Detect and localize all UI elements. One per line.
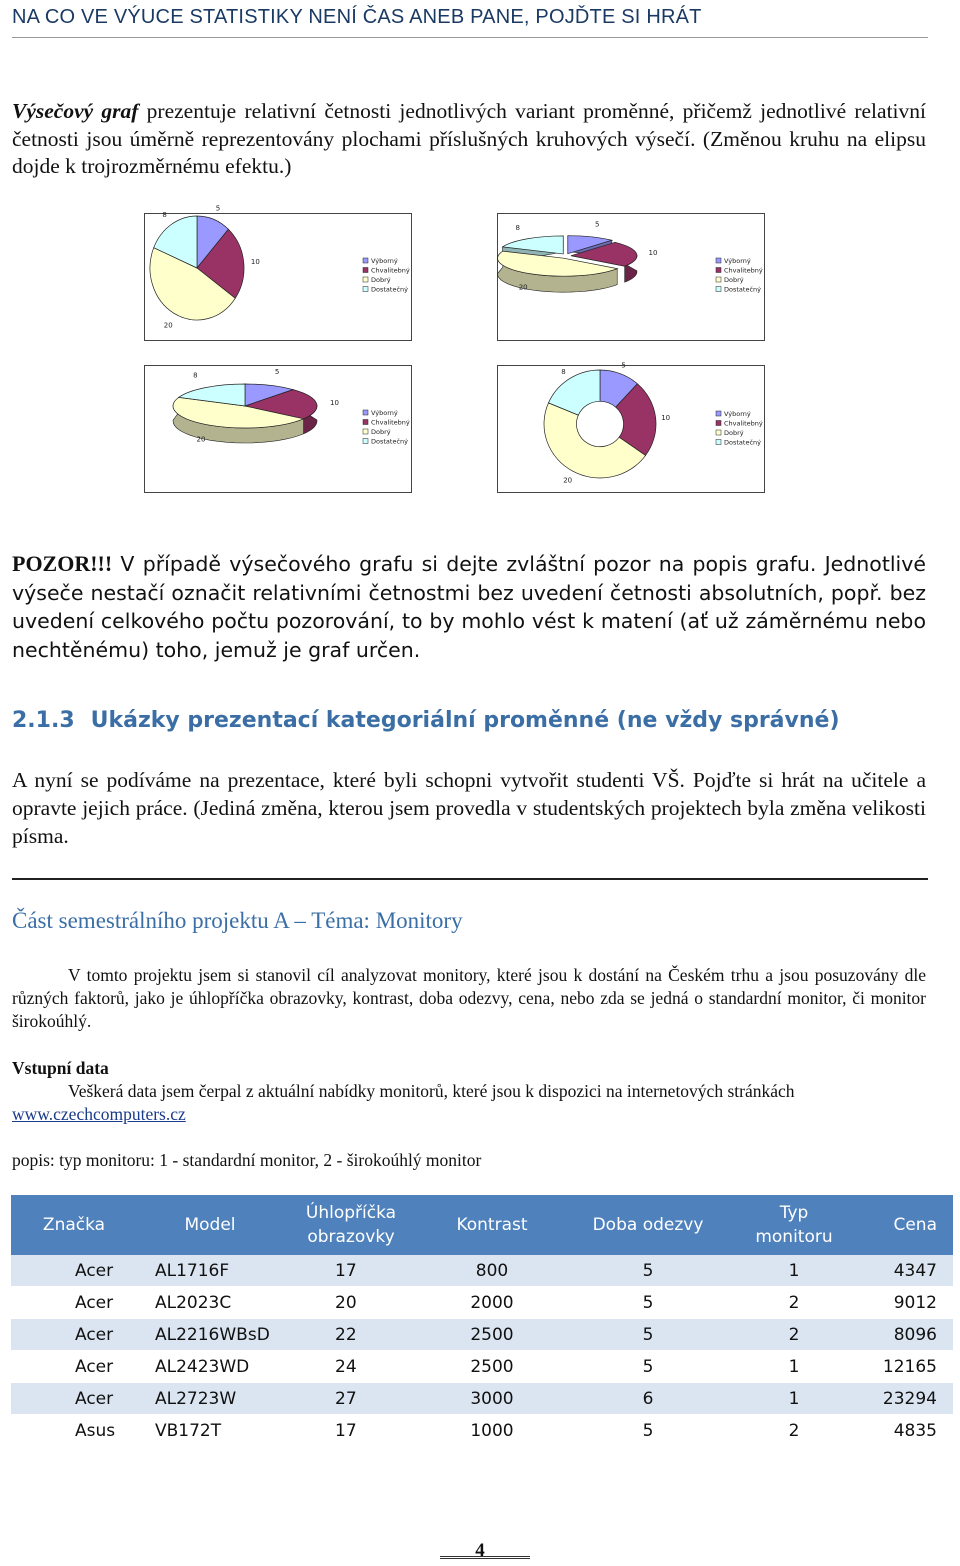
input-data-heading: Vstupní data	[12, 1058, 109, 1078]
table-cell: 2000	[419, 1287, 565, 1319]
col-header-model: Model	[137, 1195, 283, 1255]
table-cell: 17	[283, 1255, 419, 1287]
table-cell: AL2723W	[137, 1383, 283, 1415]
col-header-uhlopricka: Úhlopříčka obrazovky	[283, 1195, 419, 1255]
table-cell: Acer	[11, 1351, 137, 1383]
warning-text: V případě výsečového grafu si dejte zvláštní pozor na popis grafu. Jednotlivé výseče nestačí označit relativními četnostmi bez uvedení četnosti absolutních, popř. bez uvedení celkového počtu pozorování, to by mohlo vést k matení (ať už záměrnému nebo nechtěnému) toho, jemuž je graf určen.	[12, 552, 926, 662]
table-cell: Acer	[11, 1383, 137, 1415]
table-cell: 6	[565, 1383, 731, 1415]
pie-chart-3d	[144, 365, 412, 493]
pie-data-label: 20	[563, 476, 573, 485]
table-cell: 17	[283, 1415, 419, 1447]
section-heading	[12, 708, 840, 733]
table-cell: 12165	[857, 1351, 953, 1383]
pie-data-label: 10	[661, 414, 671, 423]
project-title: Část semestrálního projektu A – Téma: Monitory	[12, 908, 463, 933]
monitor-type-note: popis: typ monitoru: 1 - standardní monitor, 2 - širokoúhlý monitor	[12, 1150, 482, 1170]
col-header-typ-monitoru: Typ monitoru	[731, 1195, 857, 1255]
table-cell: 2500	[419, 1351, 565, 1383]
pie-data-label: 8	[561, 367, 566, 376]
legend-swatch	[363, 429, 368, 434]
legend-swatch	[716, 287, 721, 292]
pie-data-label: 20	[518, 283, 528, 292]
table-cell: 27	[283, 1383, 419, 1415]
legend-swatch	[363, 258, 368, 263]
legend-label: Dostatečný	[724, 285, 761, 294]
legend-label: Dobrý	[724, 429, 744, 437]
pie-data-label: 5	[595, 220, 600, 229]
legend-swatch	[363, 439, 368, 444]
table-row	[11, 1351, 953, 1383]
table-cell: 2500	[419, 1319, 565, 1351]
col-header-cena: Cena	[857, 1195, 953, 1255]
legend-label: Výborný	[371, 409, 398, 417]
intro-term: Výsečový graf	[12, 99, 139, 123]
legend-label: Dobrý	[371, 428, 391, 436]
table-cell: Acer	[11, 1287, 137, 1319]
input-data-paragraph	[12, 1080, 926, 1126]
section-title: Ukázky prezentací kategoriální proměnné (ne vždy správné)	[90, 708, 840, 733]
table-cell: 1000	[419, 1415, 565, 1447]
table-cell: 2	[731, 1287, 857, 1319]
table-row	[11, 1415, 953, 1447]
table-cell: 4347	[857, 1255, 953, 1287]
section-rule	[12, 878, 928, 880]
legend-swatch	[716, 268, 721, 273]
header-divider	[12, 37, 928, 38]
table-cell: AL2023C	[137, 1287, 283, 1319]
warning-label: POZOR!!!	[12, 551, 113, 576]
table-cell: 5	[565, 1255, 731, 1287]
legend-label: Chvalitebný	[371, 266, 410, 275]
legend-swatch	[716, 258, 721, 263]
table-cell: 5	[565, 1287, 731, 1319]
legend-swatch	[363, 268, 368, 273]
legend-swatch	[363, 410, 368, 415]
page-number-underline	[440, 1556, 530, 1559]
table-cell: AL2216WBsD	[137, 1319, 283, 1351]
project-text: V tomto projektu jsem si stanovil cíl analyzovat monitory, které jsou k dostání na Českém trhu a jsou posuzovány dle různých faktorů, jako je úhlopříčka obrazovky, kontrast, doba odezvy, cena, nebo zda se jedná o standardní monitor, či monitor širokoúhlý.	[12, 965, 926, 1031]
table-cell: 24	[283, 1351, 419, 1383]
table-cell: 5	[565, 1415, 731, 1447]
intro-paragraph	[12, 98, 926, 181]
warning-paragraph	[12, 550, 926, 664]
legend-label: Dostatečný	[371, 437, 408, 446]
table-cell: VB172T	[137, 1415, 283, 1447]
table-cell: AL2423WD	[137, 1351, 283, 1383]
table-row	[11, 1383, 953, 1415]
table-cell: 20	[283, 1287, 419, 1319]
legend-label: Výborný	[371, 257, 398, 265]
table-cell: 5	[565, 1319, 731, 1351]
legend-swatch	[363, 420, 368, 425]
col-header-znacka: Značka	[11, 1195, 137, 1255]
legend-swatch	[716, 440, 721, 445]
legend-label: Dostatečný	[724, 438, 761, 447]
legend-label: Výborný	[724, 257, 751, 265]
legend-swatch	[363, 277, 368, 282]
legend-label: Chvalitebný	[724, 419, 763, 428]
table-cell: 2	[731, 1415, 857, 1447]
table-cell: 3000	[419, 1383, 565, 1415]
legend-label: Chvalitebný	[724, 266, 763, 275]
pie-chart-2d	[144, 204, 412, 341]
table-cell: 4835	[857, 1415, 953, 1447]
pie-data-label: 8	[162, 210, 167, 219]
table-cell: 1	[731, 1383, 857, 1415]
legend-label: Dobrý	[371, 276, 391, 284]
table-cell: 1	[731, 1351, 857, 1383]
pie-chart-doughnut	[497, 361, 765, 493]
intro-text: prezentuje relativní četnosti jednotlivých variant proměnné, přičemž jednotlivé relativní četnosti jsou úměrně reprezentovány plochami příslušných kruhových výsečí. (Změnou kruhu na elipsu dojde k trojrozměrnému efektu.)	[12, 99, 926, 178]
pie-data-label: 5	[215, 204, 221, 213]
table-cell: 5	[565, 1351, 731, 1383]
project-paragraph	[12, 964, 926, 1033]
section-number: 2.1.3	[12, 708, 75, 733]
table-row	[11, 1287, 953, 1319]
table-cell: Asus	[11, 1415, 137, 1447]
table-cell: Acer	[11, 1255, 137, 1287]
legend-label: Výborný	[724, 410, 751, 418]
table-cell: AL1716F	[137, 1255, 283, 1287]
monitors-table	[11, 1195, 953, 1447]
table-cell: 22	[283, 1319, 419, 1351]
table-cell: 1	[731, 1255, 857, 1287]
table-row	[11, 1255, 953, 1287]
pie-data-label: 10	[648, 249, 658, 258]
table-cell: 800	[419, 1255, 565, 1287]
pie-data-label: 5	[274, 367, 280, 376]
table-cell: 23294	[857, 1383, 953, 1415]
table-header-row	[11, 1195, 953, 1255]
page-number: 4	[475, 1540, 485, 1561]
col-header-doba-odezvy: Doba odezvy	[565, 1195, 731, 1255]
students-paragraph: A nyní se podíváme na prezentace, které byli schopni vytvořit studenti VŠ. Pojďte si hrát na učitele a opravte jejich práce. (Jediná změna, kterou jsem provedla v studentských projektech byla změna velikosti písma.	[12, 768, 926, 848]
table-cell: 2	[731, 1319, 857, 1351]
legend-swatch	[716, 430, 721, 435]
legend-swatch	[716, 277, 721, 282]
pie-data-label: 8	[515, 223, 520, 232]
table-cell: 8096	[857, 1319, 953, 1351]
col-header-kontrast: Kontrast	[419, 1195, 565, 1255]
legend-label: Chvalitebný	[371, 418, 410, 427]
pie-data-label: 8	[193, 371, 198, 380]
pie-data-label: 20	[163, 321, 173, 330]
table-row	[11, 1319, 953, 1351]
legend-label: Dobrý	[724, 276, 744, 284]
legend-label: Dostatečný	[371, 285, 408, 294]
pie-data-label: 10	[250, 257, 260, 266]
legend-swatch	[716, 421, 721, 426]
input-data-text: Veškerá data jsem čerpal z aktuální nabídky monitorů, které jsou k dispozici na internetových stránkách	[68, 1081, 795, 1101]
table-cell: 9012	[857, 1287, 953, 1319]
page-header-title: NA CO VE VÝUCE STATISTIKY NENÍ ČAS ANEB PANE, POJĎTE SI HRÁT	[12, 6, 702, 28]
pie-chart-3d-exploded	[497, 213, 765, 341]
table-cell: Acer	[11, 1319, 137, 1351]
pie-data-label: 10	[329, 398, 339, 407]
pie-data-label: 20	[196, 435, 206, 444]
czechcomputers-link[interactable]: www.czechcomputers.cz	[12, 1104, 186, 1124]
legend-swatch	[363, 287, 368, 292]
legend-swatch	[716, 411, 721, 416]
pie-data-label: 5	[621, 361, 626, 370]
